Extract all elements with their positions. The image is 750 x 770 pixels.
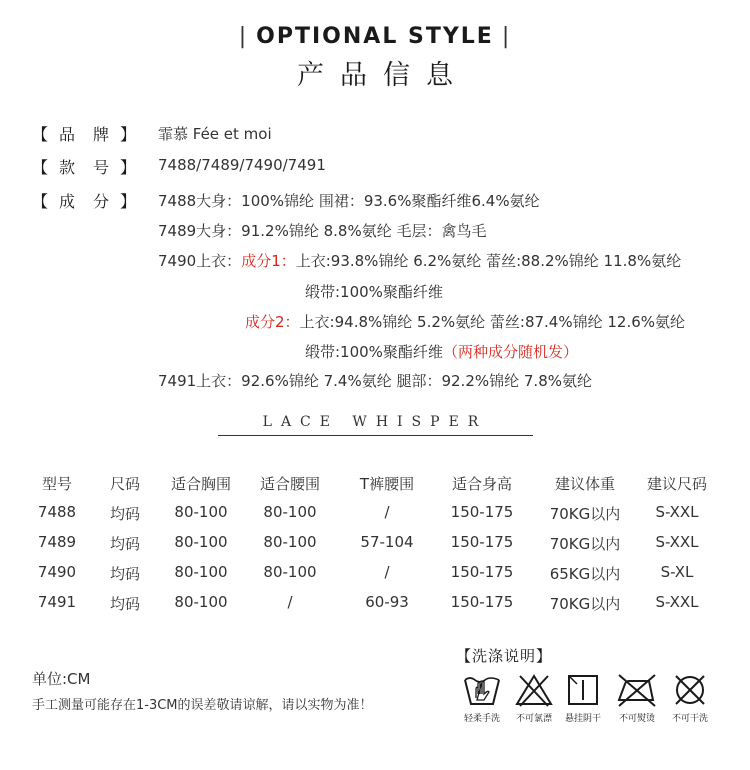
composition-line-7490-2: 成分2：上衣:94.8%锦纶 5.2%氨纶 蕾丝:87.4%锦纶 12.6%氨纶	[245, 313, 686, 331]
model-label: 【 款 号 】	[31, 158, 136, 177]
header	[0, 24, 750, 92]
table-cell: S-XXL	[655, 533, 699, 551]
table-header-cell: T裤腰围	[359, 475, 415, 493]
composition-line-7491: 7491上衣：92.6%锦纶 7.4%氨纶 腿部：92.2%锦纶 7.8%氨纶	[158, 372, 592, 390]
brand-label: 【 品 牌 】	[31, 125, 136, 144]
care-item-no-iron: 不可熨烫	[609, 672, 665, 724]
table-cell: S-XXL	[655, 593, 699, 611]
random-ship-note: （两种成分随机发）	[442, 343, 578, 361]
brand-value: 霏慕 Fée et moi	[158, 125, 272, 143]
care-item-no-bleach: 不可氯漂	[506, 672, 562, 724]
table-cell: /	[287, 593, 293, 611]
unit-label: 单位:CM	[32, 670, 91, 688]
table-cell: 均码	[109, 595, 141, 613]
divider-line	[218, 435, 533, 436]
header-title-cn: 产品信息	[297, 60, 469, 91]
table-cell: 7489	[37, 533, 77, 551]
composition-option-1: 成分1：	[241, 252, 296, 270]
hang-dry-shade-icon	[563, 672, 603, 708]
composition-line-7489: 7489大身：91.2%锦纶 8.8%氨纶 毛层：禽鸟毛	[158, 222, 487, 240]
table-cell: 60-93	[365, 593, 409, 611]
table-cell: /	[384, 503, 390, 521]
table-cell: 70KG以内	[549, 505, 621, 523]
composition-label: 【 成 分 】	[31, 192, 136, 211]
table-cell: 均码	[109, 565, 141, 583]
composition-line-7490-ribbon-2: 缎带:100%聚酯纤维（两种成分随机发）	[305, 343, 578, 361]
table-cell: 150-175	[450, 503, 514, 521]
table-cell: 80-100	[263, 533, 317, 551]
no-iron-icon	[615, 672, 659, 708]
table-cell: 均码	[109, 505, 141, 523]
hand-wash-icon	[462, 672, 502, 708]
table-cell: 150-175	[450, 533, 514, 551]
table-header-cell: 建议体重	[554, 475, 616, 493]
no-bleach-icon	[514, 672, 554, 708]
model-value: 7488/7489/7490/7491	[158, 156, 326, 174]
table-cell: 150-175	[450, 563, 514, 581]
composition-line-7490-1: 7490上衣：成分1：上衣:93.8%锦纶 6.2%氨纶 蕾丝:88.2%锦纶 11.8%氨纶	[158, 252, 682, 270]
table-cell: /	[384, 563, 390, 581]
table-cell: 65KG以内	[549, 565, 621, 583]
composition-option-2: 成分2：	[245, 313, 300, 331]
table-cell: 80-100	[174, 563, 228, 581]
composition-line-7488: 7488大身：100%锦纶 围裙：93.6%聚酯纤维6.4%氨纶	[158, 192, 540, 210]
care-item-no-dry-clean: 不可干洗	[662, 672, 718, 724]
table-cell: 80-100	[174, 593, 228, 611]
table-header-cell: 适合腰围	[259, 475, 321, 493]
care-item-hand-wash: 轻柔手洗	[454, 672, 510, 724]
care-title: 【洗涤说明】	[456, 647, 553, 665]
table-cell: 80-100	[174, 533, 228, 551]
header-title-en: | OPTIONAL STYLE |	[238, 24, 512, 49]
table-cell: S-XL	[660, 563, 694, 581]
table-cell: 80-100	[263, 563, 317, 581]
lace-whisper-title: LACE WHISPER	[262, 414, 488, 430]
table-cell: 70KG以内	[549, 535, 621, 553]
table-cell: 80-100	[263, 503, 317, 521]
table-cell: 均码	[109, 535, 141, 553]
composition-line-7490-ribbon-1: 缎带:100%聚酯纤维	[305, 283, 443, 301]
table-cell: 70KG以内	[549, 595, 621, 613]
table-header-cell: 建议尺码	[646, 475, 708, 493]
no-dry-clean-icon	[670, 672, 710, 708]
table-cell: 80-100	[174, 503, 228, 521]
measurement-note: 手工测量可能存在1-3CM的误差敬请谅解，请以实物为准！	[32, 698, 373, 713]
table-header-cell: 型号	[41, 475, 73, 493]
table-cell: 7488	[37, 503, 77, 521]
table-header-cell: 适合胸围	[170, 475, 232, 493]
table-header-cell: 适合身高	[451, 475, 513, 493]
table-cell: 7491	[37, 593, 77, 611]
table-header-cell: 尺码	[109, 475, 141, 493]
table-cell: S-XXL	[655, 503, 699, 521]
care-item-hang-dry-shade: 悬挂阴干	[555, 672, 611, 724]
table-cell: 57-104	[360, 533, 414, 551]
table-cell: 7490	[37, 563, 77, 581]
table-cell: 150-175	[450, 593, 514, 611]
